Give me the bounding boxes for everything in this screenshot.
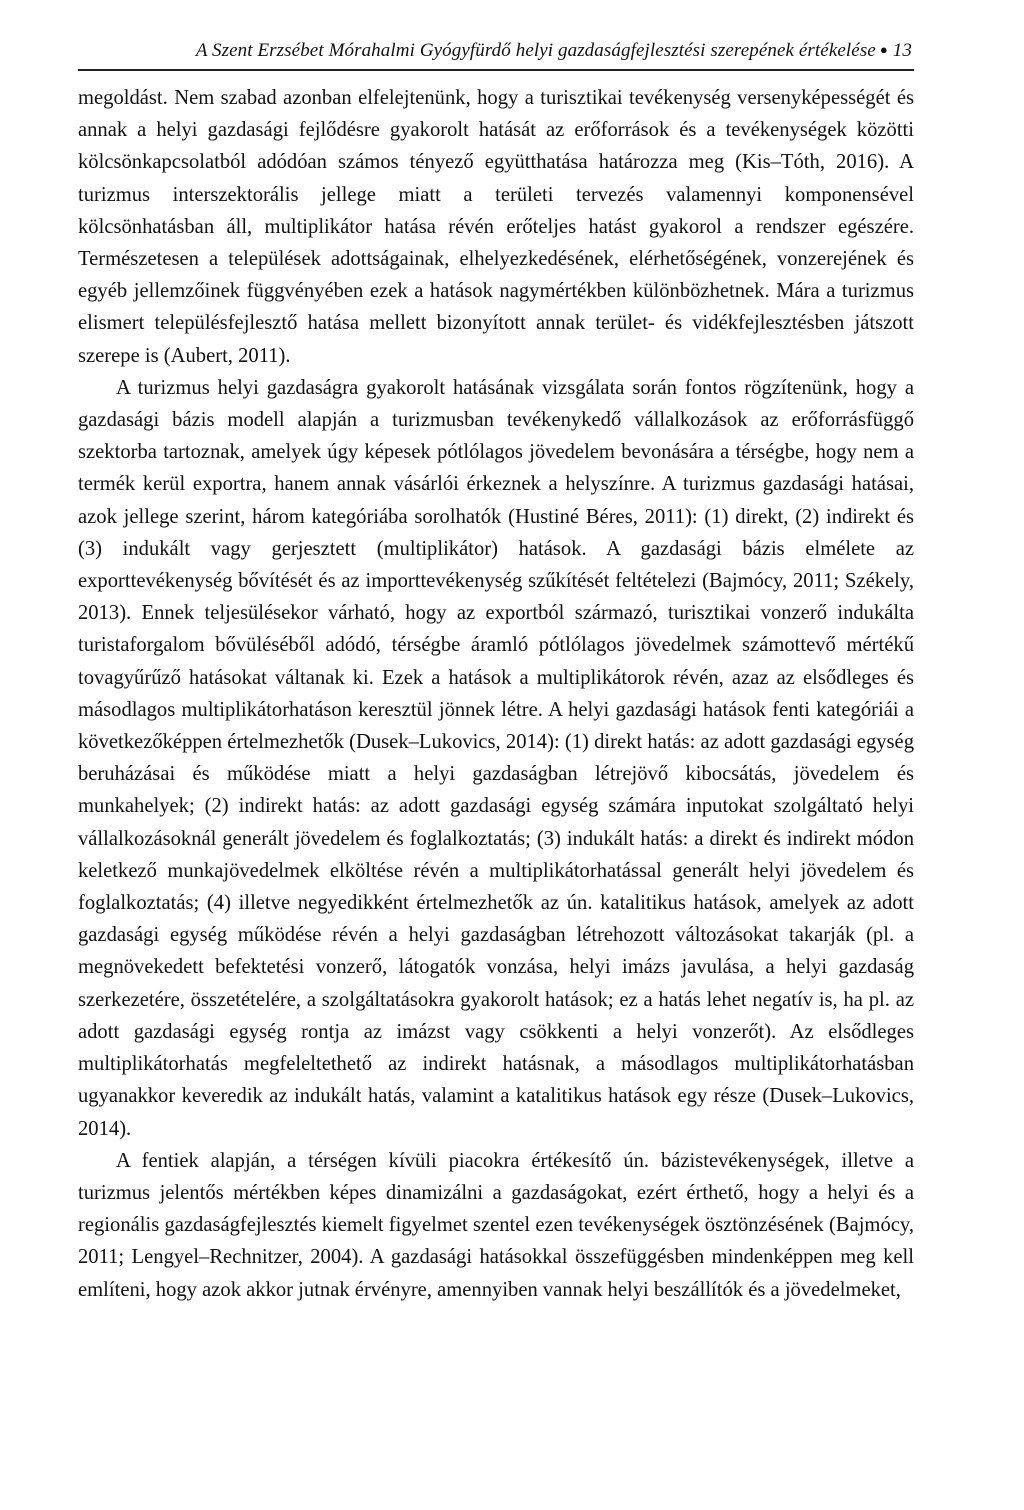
running-header-title: A Szent Erzsébet Mórahalmi Gyógyfürdő helyi gazdaságfejlesztési szerepének értékelése <box>195 40 876 61</box>
paragraph: megoldást. Nem szabad azonban elfelejtenünk, hogy a turisztikai tevékenység versenyképességét és annak a helyi gazdasági fejlődésre gyakorolt hatását az erőforrások és a tevékenységek közötti kölcsönkapcsolatból adódóan számos tényező együtthatása határozza meg (Kis–Tóth, 2016). A turizmus interszektorális jellege miatt a területi tervezés valamennyi komponensével kölcsönhatásban áll, multiplikátor hatása révén erőteljes hatást gyakorol a rendszer egészére. Természetesen a települések adottságainak, elhelyezkedésének, elérhetőségének, vonzerejének és egyéb jellemzőinek függvényében ezek a hatások nagymértékben különbözhetnek. Mára a turizmus elismert településfejlesztő hatása mellett bizonyított annak terület- és vidékfejlesztésben játszott szerepe is (Aubert, 2011). <box>78 87 914 367</box>
body-text <box>78 82 914 1306</box>
paragraph: A turizmus helyi gazdaságra gyakorolt hatásának vizsgálata során fontos rögzítenünk, hogy a gazdasági bázis modell alapján a turizmusban tevékenykedő vállalkozások az erőforrásfüggő szektorba tartoznak, amelyek úgy képesek pótlólagos jövedelem bevonására a térségbe, hogy nem a termék kerül exportra, hanem annak vásárlói érkeznek a helyszínre. A turizmus gazdasági hatásai, azok jellege szerint, három kategóriába sorolhatók (Hustiné Béres, 2011): (1) direkt, (2) indirekt és (3) indukált vagy gerjesztett (multiplikátor) hatások. A gazdasági bázis elmélete az exporttevékenység bővítését és az importtevékenység szűkítését feltételezi (Bajmócy, 2011; Székely, 2013). Ennek teljesülésekor várható, hogy az exportból származó, turisztikai vonzerő indukálta turistaforgalom bővüléséből adódó, térségbe áramló pótlólagos jövedelmek számottevő mértékű tovagyűrűző hatásokat váltanak ki. Ezek a hatások a multiplikátorok révén, azaz az elsődleges és másodlagos multiplikátorhatáson keresztül jönnek létre. A helyi gazdasági hatások fenti kategóriái a következőképpen értelmezhetők (Dusek–Lukovics, 2014): (1) direkt hatás: az adott gazdasági egység beruházásai és működése miatt a helyi gazdaságban létrejövő kibocsátás, jövedelem és munkahelyek; (2) indirekt hatás: az adott gazdasági egység számára inputokat szolgáltató helyi vállalkozásoknál generált jövedelem és foglalkoztatás; (3) indukált hatás: a direkt és indirekt módon keletkező munkajövedelmek elköltése révén a multiplikátorhatással generált helyi jövedelem és foglalkoztatás; (4) illetve negyedikként értelmezhetők az ún. katalitikus hatások, amelyek az adott gazdasági egység működése révén a helyi gazdaságban létrehozott változásokat takarják (pl. a megnövekedett befektetési vonzerő, látogatók vonzása, helyi imázs javulása, a helyi gazdaság szerkezetére, összetételére, a szolgáltatásokra gyakorolt hatások; ez a hatás lehet negatív is, ha pl. az adott gazdasági egység rontja az imázst vagy csökkenti a helyi vonzerőt). Az elsődleges multiplikátorhatás megfeleltethető az indirekt hatásnak, a másodlagos multiplikátorhatásban ugyanakkor keveredik az indukált hatás, valamint a katalitikus hatások egy része (Dusek–Lukovics, 2014). <box>78 376 914 1140</box>
header-rule <box>78 69 914 71</box>
running-header <box>196 40 912 62</box>
page-number: 13 <box>892 40 912 61</box>
paragraph: A fentiek alapján, a térségen kívüli piacokra értékesítő ún. bázistevékenységek, illetve a turizmus jelentős mértékben képes dinamizálni a gazdaságokat, ezért érthető, hogy a helyi és a regionális gazdaságfejlesztés kiemelt figyelmet szentel ezen tevékenységek ösztönzésének (Bajmócy, 2011; Lengyel–Rechnitzer, 2004). A gazdasági hatásokkal összefüggésben mindenképpen meg kell említeni, hogy azok akkor jutnak érvényre, amennyiben vannak helyi beszállítók és a jövedelmeket, <box>78 1149 914 1301</box>
bullet-icon: ● <box>879 42 888 57</box>
